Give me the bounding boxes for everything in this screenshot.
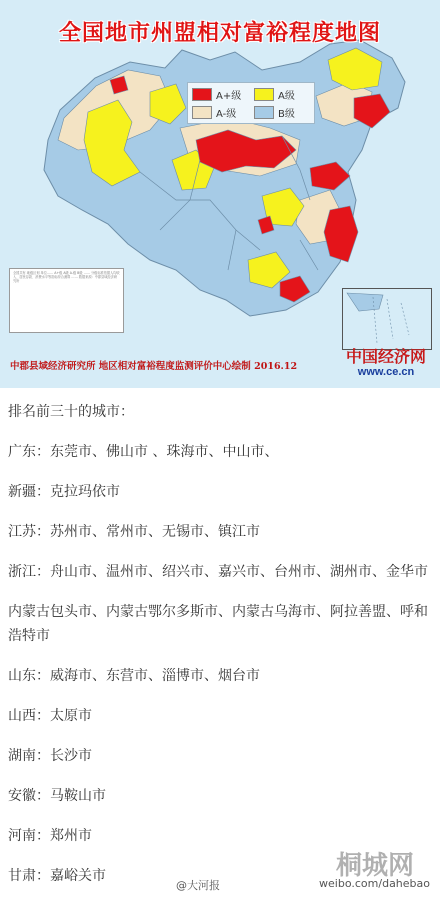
city-line-zhejiang: 浙江：舟山市、温州市、绍兴市、嘉兴市、台州市、湖州市、金华市 (8, 564, 428, 580)
legend-item-a-minus (192, 105, 236, 119)
weibo-url-watermark: weibo.com/dahebao (319, 877, 430, 890)
city-line-shandong: 山东：威海市、东营市、淄博市、烟台市 (8, 668, 260, 684)
legend-swatch-a-minus (192, 106, 212, 119)
legend-item-a (254, 87, 295, 101)
brand-name: 中国经济网 (345, 347, 426, 366)
city-line-hunan: 湖南：长沙市 (8, 748, 92, 764)
map-legend (187, 82, 315, 124)
legend-label-b: B级 (278, 108, 295, 120)
legend-item-a-plus (192, 87, 241, 101)
brand-url: www.ce.cn (357, 366, 415, 378)
city-line-anhui: 安徽：马鞍山市 (8, 788, 106, 804)
brand-logo (340, 348, 432, 379)
map-note-text: 全国共有 地级区划 单位…… A+级 A级 A-级 B级 …… 分级标准依据人均收入、居民存款、消费水平等指标综合测算 …… 数据来源：中郡县域经济研究所 (13, 271, 120, 283)
city-line-jiangsu: 江苏：苏州市、常州市、无锡市、镇江市 (8, 524, 260, 540)
city-line-xinjiang: 新疆：克拉玛依市 (8, 484, 120, 500)
city-line-guangdong: 广东：东莞市、佛山市 、珠海市、中山市、 (8, 444, 279, 460)
weibo-handle-watermark: @大河报 (176, 879, 220, 892)
legend-label-a-minus: A-级 (216, 108, 237, 120)
article-intro: 排名前三十的城市： (8, 404, 134, 420)
south-china-sea-inset (342, 288, 432, 350)
legend-swatch-b (254, 106, 274, 119)
city-line-inner-mongolia: 内蒙古包头市、内蒙古鄂尔多斯市、内蒙古乌海市、阿拉善盟、呼和浩特市 (8, 604, 428, 644)
inset-map (343, 289, 431, 349)
legend-swatch-a-plus (192, 88, 212, 101)
city-line-gansu: 甘肃：嘉峪关市 (8, 868, 106, 884)
city-line-shanxi: 山西：太原市 (8, 708, 92, 724)
legend-label-a-plus: A+级 (216, 90, 242, 102)
site-watermark: 桐城网 (335, 851, 414, 881)
map-footer-credit: 中郡县域经济研究所 地区相对富裕程度监测评价中心绘制 2016.12 (10, 361, 298, 372)
legend-label-a: A级 (278, 90, 295, 102)
legend-item-b (254, 105, 295, 119)
legend-swatch-a (254, 88, 274, 101)
wealth-map-figure (0, 0, 440, 388)
map-note-box (9, 268, 124, 333)
city-line-henan: 河南：郑州市 (8, 828, 92, 844)
map-title: 全国地市州盟相对富裕程度地图 (58, 20, 381, 46)
